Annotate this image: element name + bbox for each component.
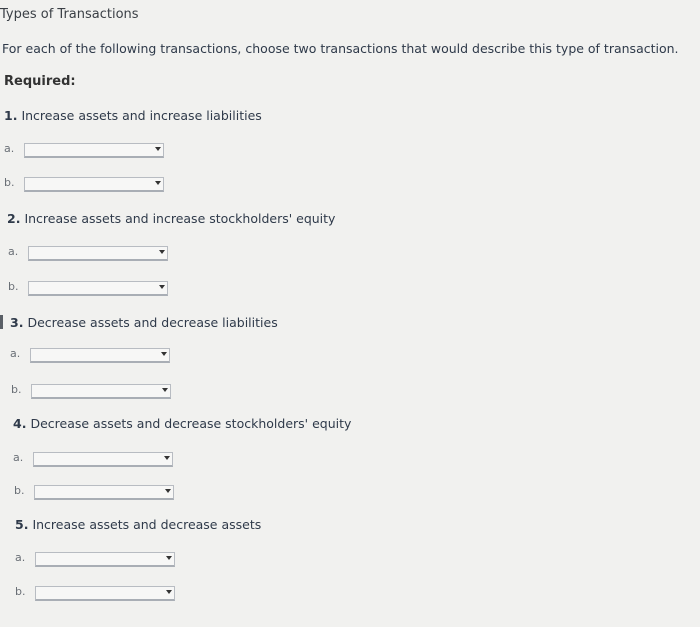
question-text: Decrease assets and decrease liabilities [27,315,278,330]
answer-row-5b [15,585,185,601]
answer-dropdown-2b[interactable] [28,281,168,296]
chevron-down-icon [161,352,167,356]
chevron-down-icon [155,147,161,151]
question-text: Increase assets and increase liabilities [21,108,262,123]
chevron-down-icon [155,181,161,185]
chevron-down-icon [159,285,165,289]
chevron-down-icon [159,250,165,254]
answer-letter: b. [14,484,25,497]
answer-row-4a [13,451,183,467]
page-title: Types of Transactions [0,7,139,22]
answer-row-1a [4,142,174,158]
answer-row-2a [8,245,178,261]
answer-letter: a. [13,451,24,464]
question-number: 4. [13,416,27,431]
answer-letter: b. [15,585,26,598]
chevron-down-icon [166,590,172,594]
question-number: 1. [4,108,18,123]
question-text: Increase assets and decrease assets [32,517,262,532]
answer-dropdown-2a[interactable] [28,246,168,261]
answer-letter: a. [15,551,26,564]
answer-row-1b [4,176,174,192]
answer-letter: b. [4,176,15,189]
answer-dropdown-4b[interactable] [34,485,174,500]
answer-letter: b. [8,280,19,293]
question-5 [15,517,261,532]
answer-letter: a. [4,142,15,155]
chevron-down-icon [162,388,168,392]
answer-row-2b [8,280,178,296]
question-4 [13,416,351,431]
chevron-down-icon [164,456,170,460]
instructions-text: For each of the following transactions, choose two transactions that would describe this type of transaction. [2,41,679,56]
answer-row-4b [14,484,184,500]
answer-dropdown-1a[interactable] [24,143,164,158]
question-text: Increase assets and increase stockholders' equity [24,211,336,226]
question-number: 5. [15,517,29,532]
answer-letter: a. [8,245,19,258]
answer-row-3b [11,383,181,399]
required-label: Required: [4,74,76,89]
answer-dropdown-1b[interactable] [24,177,164,192]
answer-dropdown-5b[interactable] [35,586,175,601]
question-number: 3. [10,315,24,330]
scroll-marker [0,315,3,329]
question-number: 2. [7,211,21,226]
chevron-down-icon [165,489,171,493]
question-1 [4,108,262,123]
answer-letter: b. [11,383,22,396]
question-2 [7,211,335,226]
answer-dropdown-3b[interactable] [31,384,171,399]
question-3 [10,315,278,330]
answer-dropdown-5a[interactable] [35,552,175,567]
answer-row-5a [15,551,185,567]
answer-dropdown-3a[interactable] [30,348,170,363]
answer-letter: a. [10,347,21,360]
answer-dropdown-4a[interactable] [33,452,173,467]
answer-row-3a [10,347,180,363]
question-text: Decrease assets and decrease stockholders' equity [30,416,352,431]
chevron-down-icon [166,556,172,560]
